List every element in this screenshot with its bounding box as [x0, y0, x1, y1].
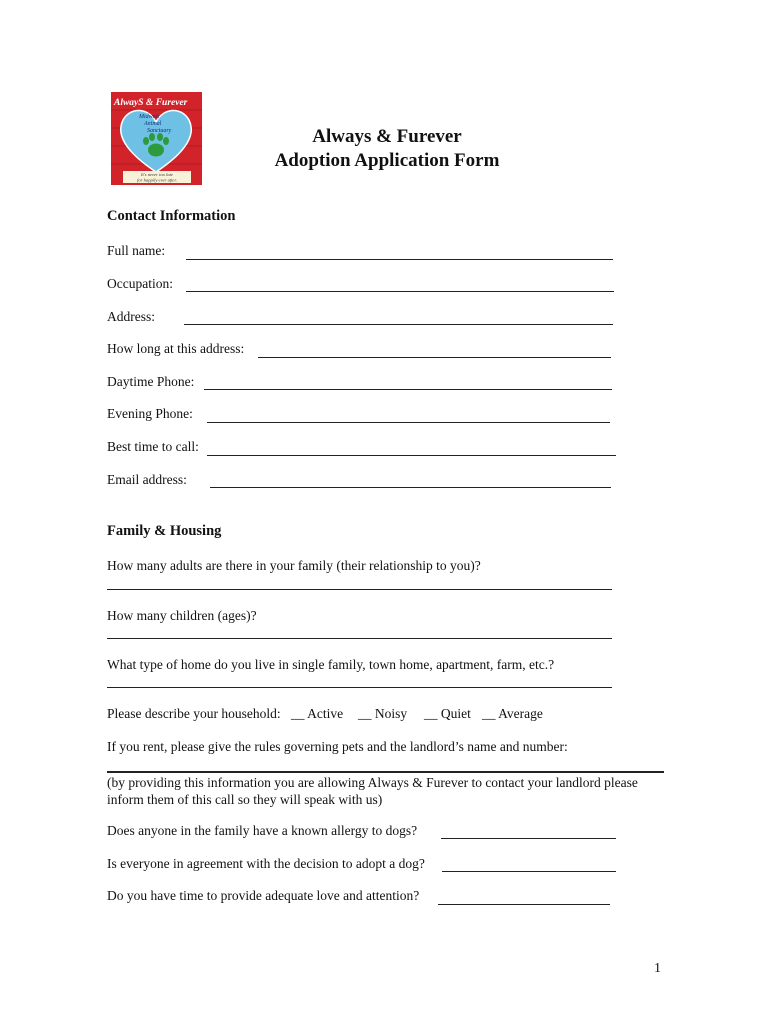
sanctuary-logo: [111, 92, 202, 185]
household-option-average[interactable]: __ Average: [482, 706, 543, 721]
logo-text-animal: Animal: [144, 121, 162, 127]
section-heading-contact: Contact Information: [107, 208, 236, 224]
home-type-answer-field[interactable]: [107, 687, 612, 688]
logo-tagline-2: for happily ever after.: [137, 177, 177, 183]
email-label: Email address:: [107, 472, 187, 487]
household-label: Please describe your household:: [107, 706, 281, 721]
email-field[interactable]: [210, 487, 611, 488]
full-name-label: Full name:: [107, 243, 166, 258]
heart-paw-logo-icon: [111, 92, 202, 185]
daytime-phone-label: Daytime Phone:: [107, 374, 195, 389]
household-option-active[interactable]: __ Active: [291, 706, 344, 721]
form-title-line1: Always & Furever: [312, 126, 462, 147]
time-question: Do you have time to provide adequate love and attention?: [107, 888, 420, 903]
adults-answer-field[interactable]: [107, 589, 612, 590]
agreement-answer-field[interactable]: [442, 871, 616, 872]
rent-note-line1: (by providing this information you are allowing Always & Furever to contact your landlord please: [107, 775, 638, 790]
best-time-field[interactable]: [207, 455, 616, 456]
daytime-phone-field[interactable]: [204, 389, 612, 390]
rent-note-line2: inform them of this call so they will speak with us): [107, 792, 383, 807]
page-number: 1: [654, 961, 661, 976]
allergy-answer-field[interactable]: [441, 838, 616, 839]
occupation-field[interactable]: [186, 291, 614, 292]
allergy-question: Does anyone in the family have a known allergy to dogs?: [107, 823, 418, 838]
household-option-quiet[interactable]: __ Quiet: [424, 706, 471, 721]
evening-phone-field[interactable]: [207, 422, 610, 423]
address-label: Address:: [107, 309, 155, 324]
rent-question: If you rent, please give the rules governing pets and the landlord’s name and number:: [107, 739, 568, 754]
occupation-label: Occupation:: [107, 276, 173, 291]
full-name-field[interactable]: [186, 259, 613, 260]
evening-phone-label: Evening Phone:: [107, 406, 193, 421]
logo-text-sanctuary: Sanctuary: [147, 128, 172, 134]
children-answer-field[interactable]: [107, 638, 612, 639]
rent-answer-field[interactable]: [107, 771, 664, 773]
best-time-label: Best time to call:: [107, 439, 199, 454]
how-long-field[interactable]: [258, 357, 611, 358]
logo-tagline-1: It's never too late: [141, 172, 173, 177]
home-type-question: What type of home do you live in single family, town home, apartment, farm, etc.?: [107, 657, 555, 672]
section-heading-family: Family & Housing: [107, 523, 222, 539]
children-question: How many children (ages)?: [107, 608, 257, 623]
logo-text-midwest: Midwest: [139, 114, 160, 120]
logo-wordmark: AlwayS & Furever: [114, 98, 188, 108]
how-long-label: How long at this address:: [107, 341, 245, 356]
address-field[interactable]: [184, 324, 613, 325]
household-option-noisy[interactable]: __ Noisy: [358, 706, 408, 721]
agreement-question: Is everyone in agreement with the decision to adopt a dog?: [107, 856, 425, 871]
adults-question: How many adults are there in your family (their relationship to you)?: [107, 558, 481, 573]
form-title-line2: Adoption Application Form: [274, 150, 500, 171]
time-answer-field[interactable]: [438, 904, 610, 905]
